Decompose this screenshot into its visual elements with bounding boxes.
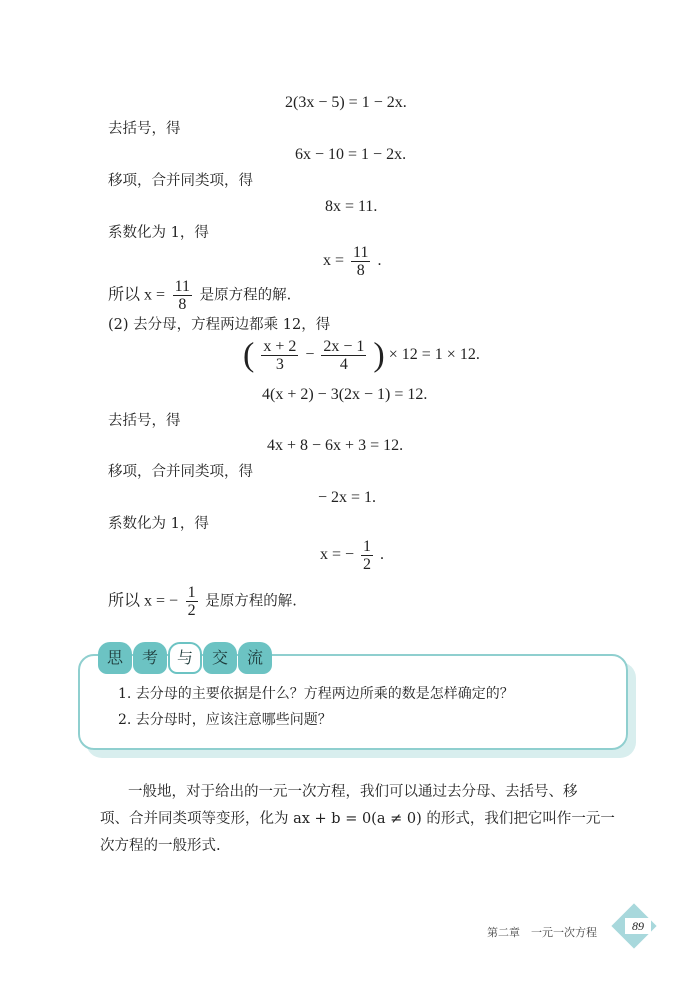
badge: 交: [203, 642, 237, 674]
equation: [320, 538, 384, 573]
conclusion: [108, 278, 291, 313]
denominator: 2: [363, 556, 372, 573]
fraction: [361, 538, 373, 573]
fraction: [261, 338, 298, 373]
denominator: 8: [178, 296, 187, 313]
numerator: 11: [353, 244, 369, 261]
fraction: [351, 244, 370, 279]
numerator: 2x − 1: [323, 338, 365, 355]
operator: −: [305, 346, 315, 364]
step-text: 系数化为 1，得: [108, 516, 209, 532]
denominator: 4: [339, 356, 348, 373]
equation: 6x − 10 = 1 − 2x.: [295, 146, 407, 163]
equation: [243, 338, 480, 373]
page-number: 89: [632, 919, 644, 933]
fraction: [321, 338, 366, 373]
fraction: [173, 278, 192, 313]
equation: 8x = 11.: [325, 198, 378, 215]
step-text: (2) 去分母，方程两边都乘 12，得: [108, 317, 331, 333]
equation: 2(3x − 5) = 1 − 2x.: [285, 94, 407, 111]
badge: 思: [98, 642, 132, 674]
question: 1. 去分母的主要依据是什么？方程两边所乘的数是怎样确定的？: [118, 686, 514, 702]
step-text: 移项，合并同类项，得: [108, 464, 253, 480]
eq-lhs: x = −: [320, 546, 355, 564]
denominator: 3: [275, 356, 284, 373]
step-text: 去括号，得: [108, 413, 181, 429]
eq-lhs: x =: [323, 252, 345, 270]
equation: 4(x + 2) − 3(2x − 1) = 12.: [262, 386, 428, 403]
paren: (: [243, 336, 255, 374]
text: 是原方程的解.: [199, 287, 292, 304]
conclusion: [108, 584, 297, 619]
eq-rest: × 12 = 1 × 12.: [388, 346, 480, 364]
eq-end: .: [377, 252, 382, 270]
step-text: 系数化为 1，得: [108, 225, 209, 241]
denominator: 8: [356, 262, 365, 279]
numerator: x + 2: [263, 338, 297, 355]
equation: [323, 244, 381, 279]
denominator: 2: [187, 602, 196, 619]
numerator: 1: [363, 538, 372, 555]
text: 所以 x =: [108, 286, 166, 304]
numerator: 1: [187, 584, 196, 601]
eq-end: .: [380, 546, 385, 564]
badge: 流: [238, 642, 272, 674]
step-text: 去括号，得: [108, 121, 181, 137]
paragraph-line: 项、合并同类项等变形，化为 ax + b = 0(a ≠ 0) 的形式，我们把它叫作一元一: [100, 811, 615, 827]
paragraph-line: 一般地，对于给出的一元一次方程，我们可以通过去分母、去括号、移: [128, 784, 578, 800]
equation: − 2x = 1.: [318, 489, 377, 506]
text: 所以 x = −: [108, 592, 179, 610]
badge: 与: [168, 642, 202, 674]
equation: 4x + 8 − 6x + 3 = 12.: [267, 437, 404, 454]
question: 2. 去分母时，应该注意哪些问题？: [118, 712, 332, 728]
paren: ): [373, 336, 385, 374]
fraction: [186, 584, 198, 619]
text: 是原方程的解.: [205, 593, 297, 610]
step-text: 移项，合并同类项，得: [108, 173, 253, 189]
badge: 考: [133, 642, 167, 674]
paragraph-line: 次方程的一般形式.: [100, 838, 221, 854]
chapter-title: 第二章 一元一次方程: [487, 926, 597, 939]
numerator: 11: [174, 278, 191, 295]
